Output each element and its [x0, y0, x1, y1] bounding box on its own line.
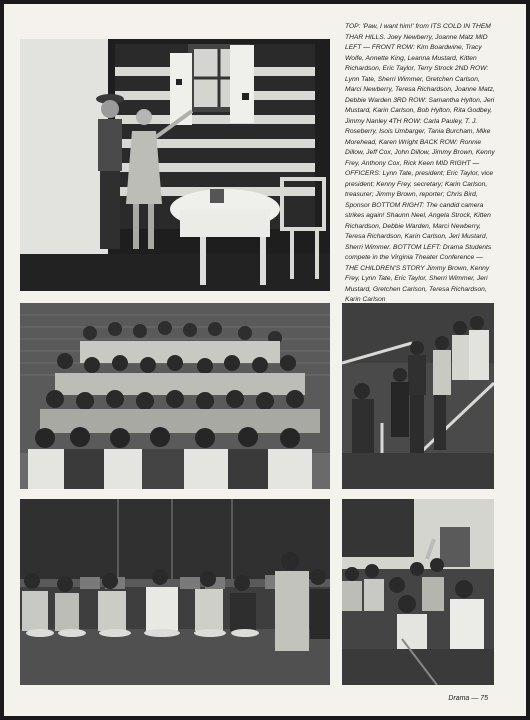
yearbook-page	[4, 4, 526, 716]
photo-caption: TOP: 'Paw, I want him!' from ITS COLD IN THEM THAR HILLS. Joey Newberry, Joanne Matz MID LEFT — FRONT ROW: Kim Boardwine, Tracy Wolfe, Annette King, Leanna Mustard, Kitten Richardson, Eric Taylor, Terry Strock 2ND ROW: Lynn Tate, Sherri Wimmer, Gretchen Carlson, Marci Newberry, Teresa Richardson, Joanne Matz, Debbie Warden 3RD ROW: Samantha Hylton, Jeri Mustard, Karin Carlson, Bob Hylton, Rita Godbey, Jimmy Nanley 4TH ROW: Carla Pauley, T. J. Roseberry, Isois Umbarger, Tania Burcham, Mike Morehead, Karen Wright BACK ROW: Ronnie Dillow, Jeff Cox, John Dillow, Jimmy Brown, Kenny Frey, Anthony Cox, Rick Keen MID RIGHT — OFFICERS: Lynn Tate, president; Eric Taylor, vice president; Kenny Frey, secretary; Karin Carlson, treasurer; Jimmy Brown, reporter; Chris Bird, Sponsor BOTTOM RIGHT: The candid camera strikes again! Shaunn Neel, Angela Strock, Kitten Richardson, Debbie Warden, Marci Newberry, Teresa Richardson, Karin Carlson, Jeri Mustard, Sherri Wimmer. BOTTOM LEFT: Drama Students compete in the Virginia Theater Conference — THE CHILDREN'S STORY Jimmy Brown, Kenny Frey, Lynn Tate, Eric Taylor, Sherri Wimmer, Jeri Mustard, Gretchen Carlson, Teresa Richardson, Karin Carlson	[345, 23, 495, 303]
photo-theater-conference	[20, 499, 330, 685]
photo-stage-play	[20, 39, 330, 291]
photo-candid	[342, 499, 494, 685]
page-folio: Drama — 75	[448, 695, 488, 702]
photo-drama-club-group	[20, 303, 330, 489]
photo-officers	[342, 303, 494, 489]
